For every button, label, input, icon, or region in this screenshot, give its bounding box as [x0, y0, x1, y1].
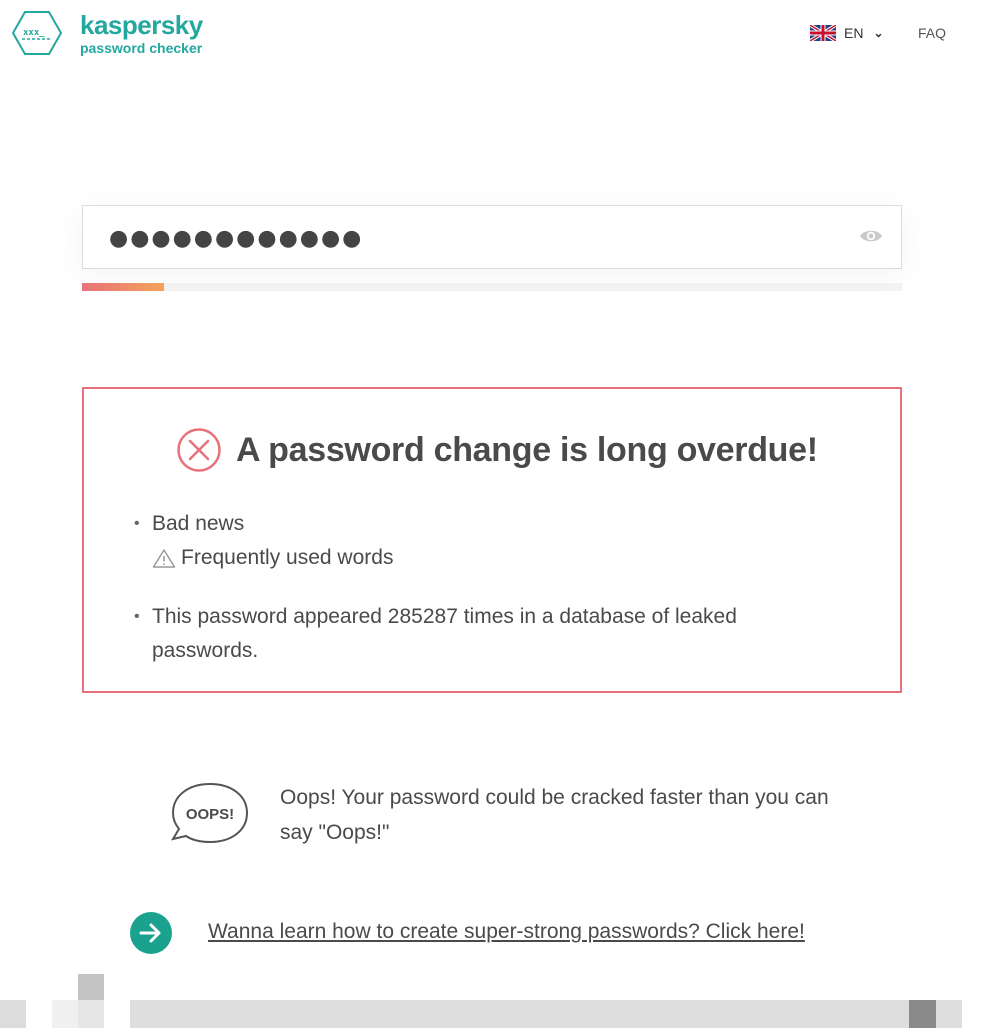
language-selector[interactable] — [810, 25, 884, 41]
learn-arrow-button[interactable] — [130, 912, 172, 954]
decorative-pixel-block — [52, 1000, 78, 1028]
decorative-pixel-block — [909, 1000, 936, 1028]
strength-meter-fill — [82, 283, 164, 291]
oops-message: Oops! Your password could be cracked faster than you can say "Oops!" — [280, 786, 829, 844]
uk-flag-icon — [810, 25, 836, 41]
password-field-container — [82, 205, 902, 269]
decorative-pixel-strip — [130, 1000, 962, 1028]
svg-text:xxx_: xxx_ — [23, 28, 45, 38]
warning-triangle-icon — [152, 548, 176, 568]
logo[interactable] — [12, 10, 203, 56]
decorative-pixel-block — [0, 1000, 26, 1028]
speech-bubble-icon — [170, 782, 250, 846]
strength-meter — [82, 283, 902, 291]
decorative-pixel-block — [78, 1000, 104, 1028]
bad-news-label: • Bad news — [152, 512, 245, 535]
leak-count-text: This password appeared 285287 times in a database of leaked passwords. — [152, 605, 737, 662]
chevron-down-icon: ⌄ — [873, 26, 884, 40]
language-label: EN — [844, 25, 864, 41]
decorative-pixel-block — [78, 974, 104, 1000]
frequently-used-words-text: Frequently used words — [181, 546, 394, 569]
logo-subtitle: password checker — [80, 39, 203, 56]
x-circle-icon — [176, 427, 222, 473]
list-item — [134, 600, 834, 668]
learn-passwords-link[interactable]: Wanna learn how to create super-strong passwords? Click here! — [208, 920, 805, 943]
result-panel — [82, 387, 902, 693]
arrow-right-icon — [139, 922, 163, 944]
password-input[interactable] — [107, 221, 811, 255]
logo-brand: kaspersky — [80, 9, 203, 40]
oops-bubble-label: OOPS! — [185, 806, 235, 823]
list-item — [134, 507, 834, 575]
faq-link[interactable]: FAQ — [918, 25, 947, 41]
result-title: A password change is long overdue! — [236, 430, 818, 469]
eye-icon[interactable] — [859, 228, 883, 244]
kaspersky-hex-logo-icon — [12, 10, 62, 56]
